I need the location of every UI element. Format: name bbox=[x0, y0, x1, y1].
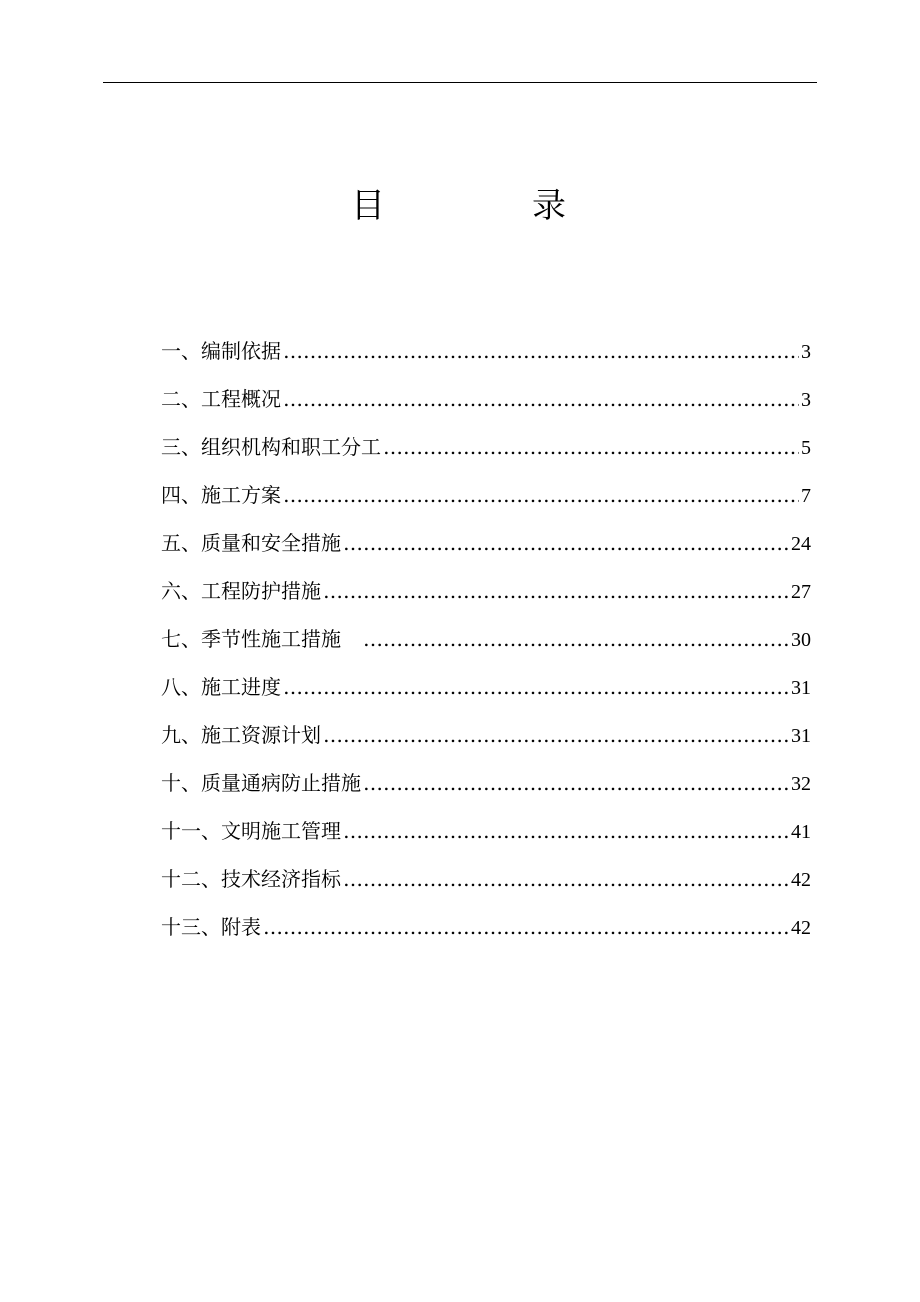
toc-entry[interactable] bbox=[161, 382, 811, 430]
dot-leader bbox=[283, 382, 799, 416]
dot-leader bbox=[283, 334, 799, 368]
dot-leader bbox=[323, 574, 789, 608]
toc-entry-label: 三、组织机构和职工分工 bbox=[161, 435, 381, 459]
toc-entry[interactable] bbox=[161, 910, 811, 958]
title-char: 录 bbox=[532, 186, 566, 226]
toc-entry[interactable] bbox=[161, 718, 811, 766]
toc-entry-label: 七、季节性施工措施 bbox=[161, 627, 361, 651]
toc-entry[interactable] bbox=[161, 478, 811, 526]
toc-entry-label: 五、质量和安全措施 bbox=[161, 531, 341, 555]
dot-leader bbox=[343, 862, 789, 896]
toc-entry[interactable] bbox=[161, 334, 811, 382]
dot-leader bbox=[363, 622, 789, 656]
toc-entry-label: 四、施工方案 bbox=[161, 483, 281, 507]
toc-entry[interactable] bbox=[161, 814, 811, 862]
toc-entry-page: 31 bbox=[791, 677, 811, 699]
toc-entry-label: 十一、文明施工管理 bbox=[161, 819, 341, 843]
dot-leader bbox=[283, 670, 789, 704]
dot-leader bbox=[343, 526, 789, 560]
dot-leader bbox=[323, 718, 789, 752]
toc-entry-label: 二、工程概况 bbox=[161, 387, 281, 411]
toc-entry-page: 42 bbox=[791, 917, 811, 939]
toc-entry-page: 7 bbox=[801, 485, 811, 507]
toc-entry[interactable] bbox=[161, 622, 811, 670]
toc-entry-page: 3 bbox=[801, 341, 811, 363]
toc-entry-page: 27 bbox=[791, 581, 811, 603]
toc-entry-page: 41 bbox=[791, 821, 811, 843]
toc-entry-page: 30 bbox=[791, 629, 811, 651]
toc-entry-label: 十、质量通病防止措施 bbox=[161, 771, 361, 795]
toc-entry[interactable] bbox=[161, 862, 811, 910]
toc-entry-page: 32 bbox=[791, 773, 811, 795]
toc-entry[interactable] bbox=[161, 430, 811, 478]
toc-entry-label: 九、施工资源计划 bbox=[161, 723, 321, 747]
toc-entry[interactable] bbox=[161, 766, 811, 814]
dot-leader bbox=[363, 766, 789, 800]
toc-entry[interactable] bbox=[161, 574, 811, 622]
header-rule bbox=[103, 82, 817, 83]
toc-entry-page: 5 bbox=[801, 437, 811, 459]
title-char: 目 bbox=[351, 186, 385, 226]
toc-entry-label: 十三、附表 bbox=[161, 915, 261, 939]
dot-leader bbox=[343, 814, 789, 848]
dot-leader bbox=[263, 910, 789, 944]
toc-entry-page: 31 bbox=[791, 725, 811, 747]
toc-entry-page: 24 bbox=[791, 533, 811, 555]
dot-leader bbox=[383, 430, 799, 464]
toc-entry-label: 六、工程防护措施 bbox=[161, 579, 321, 603]
toc-entry-page: 3 bbox=[801, 389, 811, 411]
table-of-contents bbox=[161, 334, 811, 958]
toc-entry-label: 一、编制依据 bbox=[161, 339, 281, 363]
toc-entry-label: 八、施工进度 bbox=[161, 675, 281, 699]
toc-entry-page: 42 bbox=[791, 869, 811, 891]
toc-entry[interactable] bbox=[161, 526, 811, 574]
toc-entry-label: 十二、技术经济指标 bbox=[161, 867, 341, 891]
page-title bbox=[0, 182, 920, 230]
toc-entry[interactable] bbox=[161, 670, 811, 718]
dot-leader bbox=[283, 478, 799, 512]
